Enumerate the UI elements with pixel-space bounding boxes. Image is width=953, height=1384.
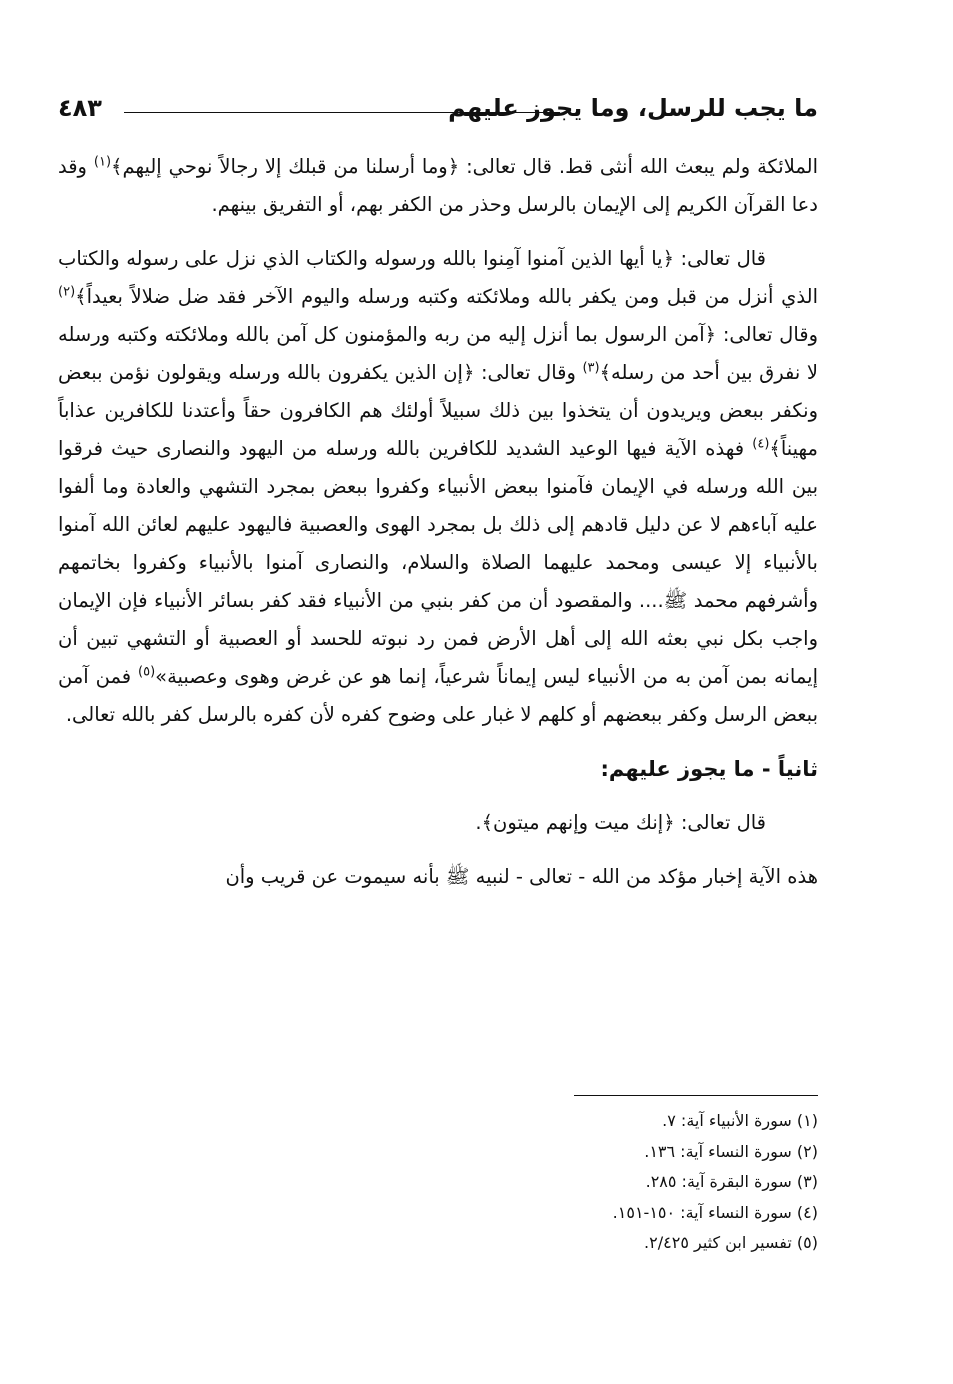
footnote-reference: (٣)	[582, 360, 600, 376]
page-header	[58, 90, 818, 130]
paragraph	[58, 240, 818, 734]
paragraph	[58, 148, 818, 224]
text-run: فمن آمن ببعض الرسل وكفر ببعضهم أو كلهم لا غبار على وضوح كفره لأن كفره بالرسل كفر بالله تعالى.	[58, 665, 818, 726]
text-run: وقد دعا القرآن الكريم إلى الإيمان بالرسل وحذر من الكفر بهم، أو التفريق بينهم.	[58, 155, 818, 216]
footnote: (٢) سورة النساء آية: ١٣٦.	[644, 1141, 818, 1161]
text-run: ثانياً - ما يجوز عليهم:	[600, 757, 818, 781]
paragraph	[58, 804, 818, 842]
header-rule	[124, 112, 560, 113]
footnote: (٤) سورة النساء آية: ١٥٠-١٥١.	[612, 1202, 818, 1222]
paragraph	[58, 858, 818, 896]
text-run: قال تعالى: ﴿يا أيها الذين آمنوا آمِنوا بالله ورسوله والكتاب الذي نزل على رسوله والكتاب الذي أنزل من قبل ومن يكفر بالله وملائكته وكتبه ورسله واليوم الآخر فقد ضل ضلالاً بعيداً﴾	[58, 247, 818, 308]
text-run: هذه الآية إخبار مؤكد من الله - تعالى - لنبيه ﷺ بأنه سيموت عن قريب وأن	[225, 865, 818, 888]
page-number: ٤٨٣	[58, 94, 102, 122]
running-title: ما يجب للرسل، وما يجوز عليهم	[448, 94, 818, 122]
text-run: وقال تعالى: ﴿آمن الرسول بما أنزل إليه من ربه والمؤمنون كل آمن بالله وملائكته وكتبه ورسله لا نفرق بين أحد من رسله﴾	[58, 323, 818, 384]
footnote: (١) سورة الأنبياء آية: ٧.	[662, 1111, 818, 1130]
body-text	[58, 148, 818, 896]
footnote-reference: (٥)	[138, 664, 156, 680]
footnotes	[400, 1106, 818, 1259]
footnote-reference: (٤)	[752, 436, 770, 452]
text-run: وقال تعالى: ﴿إن الذين يكفرون بالله ورسله ويقولون نؤمن ببعض ونكفر ببعض ويريدون أن يتخذوا بين ذلك سبيلاً أولئك هم الكافرون حقاً وأعتدنا للكافرين عذاباً مهيناً﴾	[58, 361, 818, 460]
section-heading	[58, 750, 818, 788]
footnote: (٥) تفسير ابن كثير ٢/٤٢٥.	[644, 1233, 818, 1252]
footnote: (٣) سورة البقرة آية: ٢٨٥.	[645, 1172, 818, 1191]
footnote-reference: (١)	[93, 154, 112, 170]
text-run: قال تعالى: ﴿إنك ميت وإنهم ميتون﴾.	[475, 811, 766, 834]
text-run: الملائكة ولم يبعث الله أنثى قط. قال تعالى: ﴿وما أرسلنا من قبلك إلا رجالاً نوحي إليهم﴾	[111, 155, 818, 178]
footnote-separator	[574, 1095, 818, 1096]
footnote-reference: (٢)	[58, 284, 76, 300]
text-run: فهذه الآية فيها الوعيد الشديد للكافرين بالله ورسله من اليهود والنصارى حيث فرقوا بين الله ورسله في الإيمان فآمنوا ببعض الأنبياء وكفروا ببعض بمجرد التشهي والعادة وما ألفوا عليه آباءهم لا عن دليل قادهم إلى ذلك بل بمجرد الهوى والعصبية فاليهود عليهم لعائن الله آمنوا بالأنبياء إلا عيسى ومحمد عليهما الصلاة والسلام، والنصارى آمنوا بالأنبياء وكفروا بخاتمهم وأشرفهم محمد ﷺ.... والمقصود أن من كفر بنبي من الأنبياء فقد كفر بسائر الأنبياء فإن الإيمان واجب بكل نبي بعثه الله إلى أهل الأرض فمن رد نبوته للحسد أو العصبية أو التشهي تبين أن إيمانه بمن آمن به من الأنبياء ليس إيماناً شرعياً، إنما هو عن غرض وهوى وعصبية»	[58, 437, 818, 688]
